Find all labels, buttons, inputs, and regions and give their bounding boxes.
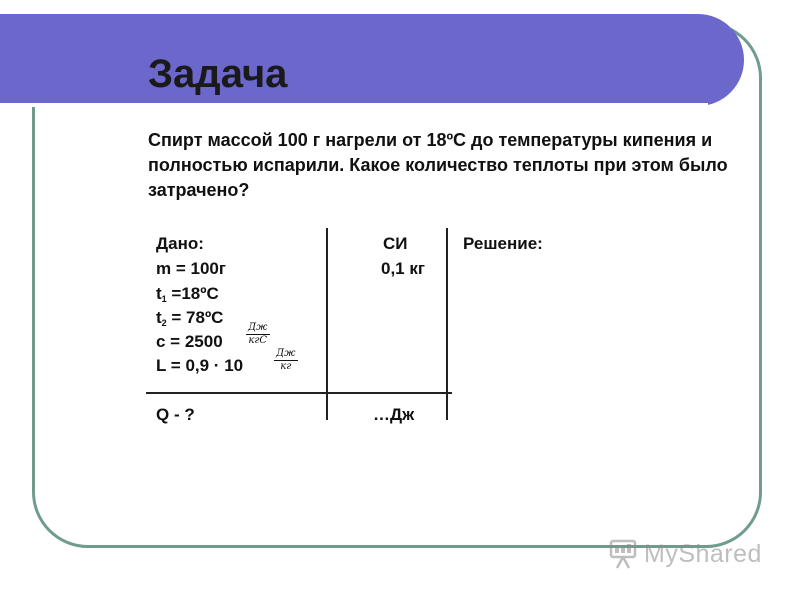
watermark-text: MyShared <box>644 539 762 568</box>
t2-subscript: 2 <box>161 318 167 328</box>
myshared-logo <box>608 538 762 570</box>
t2-value <box>156 308 223 328</box>
t1-symbol: t <box>156 284 162 303</box>
t1-value <box>156 284 219 304</box>
specific-heat-unit-denominator: кгС <box>248 335 268 346</box>
unknown-si-unit: …Дж <box>373 405 415 424</box>
given-header: Дано: <box>156 234 204 253</box>
t1-subscript: 1 <box>161 294 167 304</box>
problem-statement: Спирт массой 100 г нагрели от 18ºС до температуры кипения и полностью испарили. Какое количество теплоты при этом было затрачено? <box>148 130 728 200</box>
title-banner <box>0 14 744 106</box>
unknown-quantity: Q - ? <box>156 405 195 424</box>
specific-heat-unit-numerator: Дж <box>248 322 268 333</box>
slide-title: Задача <box>148 52 288 96</box>
specific-heat-unit <box>246 322 270 347</box>
t2-symbol: t <box>156 308 162 327</box>
specific-heat-value: c = 2500 <box>156 332 223 351</box>
latent-heat-unit-denominator: кг <box>280 361 292 372</box>
table-divider-find <box>146 392 452 394</box>
banner-divider <box>0 103 708 107</box>
latent-heat-value: L = 0,9 · 10 <box>156 356 244 375</box>
mass-value: m = 100г <box>156 259 226 278</box>
t2-temperature: = 78ºС <box>166 308 224 327</box>
solution-header: Решение: <box>463 234 543 253</box>
si-header: СИ <box>383 234 408 253</box>
t1-temperature: =18ºС <box>166 284 219 303</box>
mass-si-value: 0,1 кг <box>381 259 425 278</box>
latent-heat-unit <box>274 348 298 373</box>
latent-heat-unit-numerator: Дж <box>276 348 296 359</box>
projector-icon <box>608 538 638 570</box>
